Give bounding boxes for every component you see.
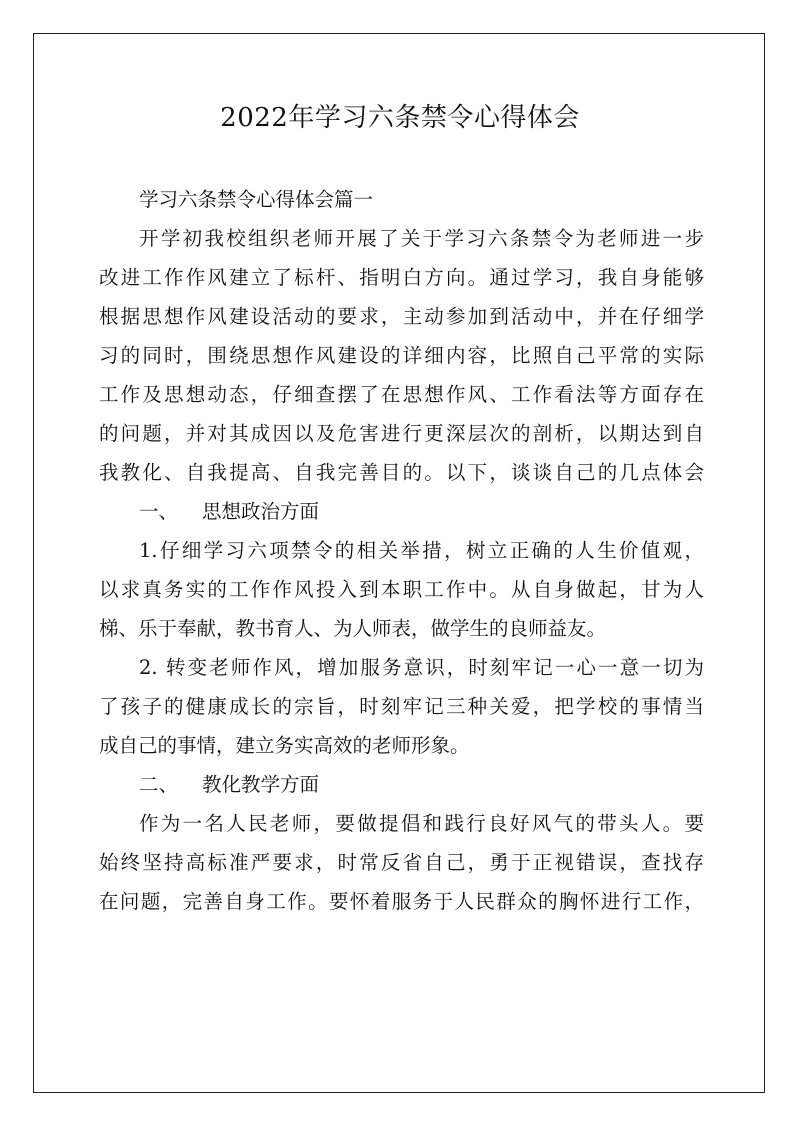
section-heading-politics xyxy=(99,492,704,531)
paragraph-line: 我教化、自我提高、自我完善目的。以下，谈谈自己的几点体会 xyxy=(99,461,704,484)
paragraph-line: 1.仔细学习六项禁令的相关举措，树立正确的人生价值观， xyxy=(139,539,704,562)
paragraph-line: 的问题，并对其成因以及危害进行更深层次的剖析，以期达到自 xyxy=(99,422,704,445)
paragraph-line: 作为一名人民老师，要做提倡和践行良好风气的带头人。要 xyxy=(139,812,704,835)
paragraph-line: 梯、乐于奉献，教书育人、为人师表，做学生的良师益友。 xyxy=(99,617,607,640)
intro-paragraph xyxy=(99,219,704,492)
document-subtitle: 学习六条禁令心得体会篇一 xyxy=(139,188,374,211)
section-label: 教化教学方面 xyxy=(202,773,320,796)
section-item-1 xyxy=(99,531,704,648)
section-heading-teaching xyxy=(99,765,704,804)
paragraph-line: 开学初我校组织老师开展了关于学习六条禁令为老师进一步 xyxy=(139,227,704,250)
paragraph-line: 根据思想作风建设活动的要求，主动参加到活动中，并在仔细学 xyxy=(99,305,704,328)
paragraph-line: 在问题，完善自身工作。要怀着服务于人民群众的胸怀进行工作， xyxy=(99,890,704,913)
paragraph-line: 了孩子的健康成长的宗旨，时刻牢记三种关爱，把学校的事情当 xyxy=(99,695,704,718)
document-title: 2022年学习六条禁令心得体会 xyxy=(220,103,580,133)
paragraph-line: 2. 转变老师作风，增加服务意识，时刻牢记一心一意一切为 xyxy=(139,656,704,679)
section-item-3 xyxy=(99,804,704,921)
section-item-2 xyxy=(99,648,704,765)
document-body xyxy=(99,180,704,921)
section-label: 思想政治方面 xyxy=(202,500,320,523)
paragraph-line: 成自己的事情，建立务实高效的老师形象。 xyxy=(99,734,470,757)
section-marker: 一、 xyxy=(139,500,179,523)
paragraph-line: 改进工作作风建立了标杆、指明白方向。通过学习，我自身能够 xyxy=(99,266,704,289)
paragraph-line: 始终坚持高标准严要求，时常反省自己，勇于正视错误，查找存 xyxy=(99,851,704,874)
paragraph-line: 习的同时，围绕思想作风建设的详细内容，比照自己平常的实际 xyxy=(99,344,704,367)
section-marker: 二、 xyxy=(139,773,179,796)
paragraph-line: 工作及思想动态，仔细查摆了在思想作风、工作看法等方面存在 xyxy=(99,383,704,406)
paragraph-line: 以求真务实的工作作风投入到本职工作中。从自身做起，甘为人 xyxy=(99,578,704,601)
